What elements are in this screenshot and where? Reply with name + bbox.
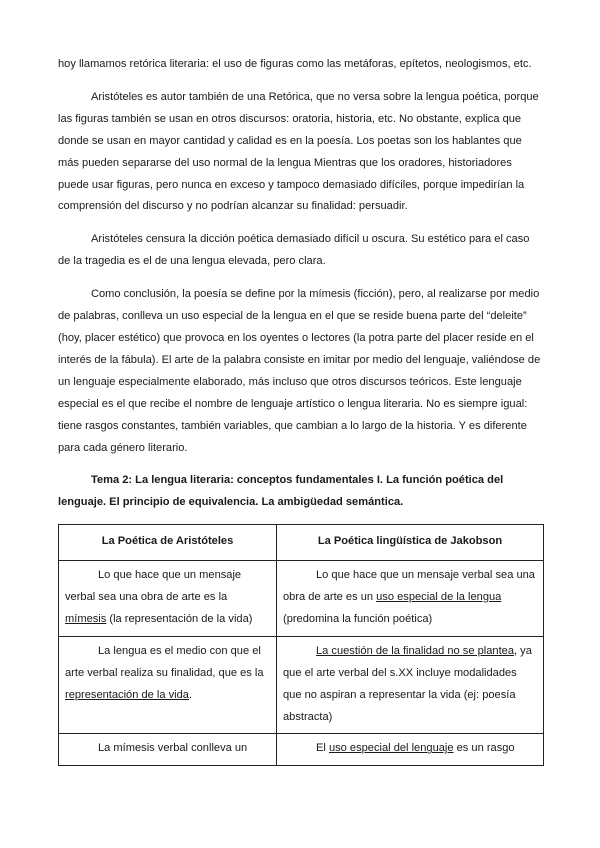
paragraph-4: Como conclusión, la poesía se define por la mímesis (ficción), pero, al realizarse por medio de palabras, conlleva un uso especial de la lengua en el que se reside buena parte del “deleite” (hoy, placer estético) que provoca en los oyentes o lectores (la potra parte del placer reside en el interés de la fábula). El arte de la palabra consiste en imitar por medio del lenguaje, valiéndose de un lenguaje especialmente elaborado, más incluso que otros discursos teóricos. Este lenguaje especial es el que recibe el nombre de lenguaje artístico o lengua literaria. No es siempre igual: tiene rasgos constantes, también variables, que cambian a lo largo de la historia. Y es diferente para cada género literario. xyxy=(58,288,541,454)
section-heading: Tema 2: La lengua literaria: conceptos fundamentales I. La función poética del lenguaje. El principio de equivalencia. La ambigüedad semántica. xyxy=(58,474,504,509)
cell-text: . xyxy=(188,688,193,701)
cell-text: La mímesis verbal conlleva un xyxy=(98,742,248,755)
paragraph-1: hoy llamamos retórica literaria: el uso de figuras como las metáforas, epítetos, neologismos, etc. xyxy=(58,58,532,70)
document-page xyxy=(58,54,544,766)
cell-underlined-text: mímesis xyxy=(65,612,107,625)
cell-underlined-text: representación de la vida xyxy=(65,688,189,701)
table-cell xyxy=(59,636,277,734)
cell-underlined-text: La cuestión de la finalidad no se plantea xyxy=(316,644,514,657)
cell-underlined-text: uso especial de la lengua xyxy=(376,591,502,604)
table-row xyxy=(59,636,544,734)
col-header-jakobson: La Poética lingüística de Jakobson xyxy=(277,525,544,561)
cell-text: (predomina la función poética) xyxy=(283,612,433,625)
cell-text: Lo que hace que un mensaje verbal sea una obra de arte es un xyxy=(283,569,535,604)
paragraph-3: Aristóteles censura la dicción poética demasiado difícil u oscura. Su estético para el caso de la tragedia es el de una lengua elevada, pero clara. xyxy=(58,233,530,268)
table-cell xyxy=(277,734,544,766)
table-cell xyxy=(277,561,544,637)
table-row xyxy=(59,561,544,637)
table-cell xyxy=(59,561,277,637)
cell-text: es un rasgo xyxy=(453,742,515,755)
paragraph-2: Aristóteles es autor también de una Retórica, que no versa sobre la lengua poética, porque las figuras también se usan en otros discursos: oratoria, historia, etc. No obstante, explica que donde se usan en mayor cantidad y calidad es en la poesía. Los poetas son los hablantes que más pueden separarse del uso normal de la lengua Mientras que los oradores, historiadores puede usar figuras, pero nunca en exceso y tampoco demasiado difíciles, porque impedirían la comprensión del discurso y no podrían alcanzar su finalidad: persuadir. xyxy=(58,90,539,213)
comparison-table xyxy=(58,524,544,766)
table-header-row xyxy=(59,525,544,561)
cell-text: La lengua es el medio con que el arte verbal realiza su finalidad, que es la xyxy=(65,644,264,679)
cell-underlined-text: uso especial del lenguaje xyxy=(328,742,454,755)
cell-text: El xyxy=(316,742,329,755)
table-cell xyxy=(277,636,544,734)
table-row xyxy=(59,734,544,766)
cell-text: Lo que hace que un mensaje verbal sea una obra de arte es la xyxy=(65,569,242,604)
col-header-aristoteles: La Poética de Aristóteles xyxy=(59,525,277,561)
cell-text: , ya que el arte verbal del s.XX incluye modalidades que no aspiran a representar la vida (ej: poesía abstracta) xyxy=(283,644,532,723)
cell-text: (la representación de la vida) xyxy=(106,612,253,625)
table-cell xyxy=(59,734,277,766)
